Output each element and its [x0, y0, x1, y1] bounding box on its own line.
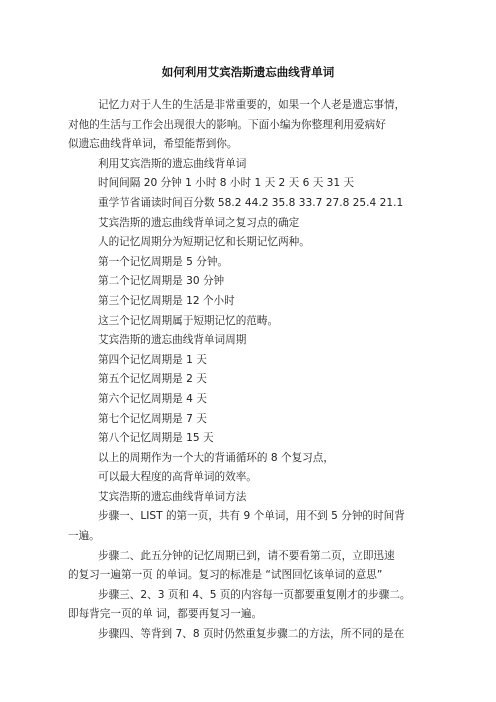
body-line: 第七个记忆周期是 7 天 — [98, 412, 207, 425]
body-line: 即每背完一页的单 词，都要再复习一遍。 — [68, 608, 263, 621]
body-line: 步骤二、此五分钟的记忆周期已到，请不要看第二页，立即迅速 — [98, 549, 395, 562]
body-line: 人的记忆周期分为短期记忆和长期记忆两种。 — [98, 236, 310, 249]
body-line: 第二个记忆周期是 30 分钟 — [98, 275, 225, 288]
body-line: 一遍。 — [68, 530, 100, 543]
body-line: 步骤四、等背到 7、8 页时仍然重复步骤二的方法，所不同的是在 — [98, 628, 405, 641]
body-line: 利用艾宾浩斯的遗忘曲线背单词 — [98, 157, 247, 170]
body-line: 第四个记忆周期是 1 天 — [98, 353, 207, 366]
body-line: 第一个记忆周期是 5 分钟。 — [98, 255, 229, 268]
body-line: 第八个记忆周期是 15 天 — [98, 432, 214, 445]
body-line: 艾宾浩斯的遗忘曲线背单词之复习点的确定 — [98, 216, 300, 229]
body-line: 重学节省诵读时间百分数 58.2 44.2 35.8 33.7 27.8 25.4 21.1 — [98, 196, 404, 209]
body-line: 这三个记忆周期属于短期记忆的范畴。 — [98, 314, 279, 327]
body-line: 对他的生活与工作会出现很大的影响。下面小编为你整理利用爱病好 — [68, 118, 386, 131]
body-line: 步骤一、LIST 的第一页，共有 9 个单词，用不到 5 分钟的时间背 — [98, 510, 405, 523]
body-line: 艾宾浩斯的遗忘曲线背单词周期 — [98, 334, 247, 347]
body-line: 以上的周期作为一个大的背诵循环的 8 个复习点， — [98, 451, 334, 464]
body-line: 第五个记忆周期是 2 天 — [98, 373, 207, 386]
body-line: 第六个记忆周期是 4 天 — [98, 392, 207, 405]
body-line: 似遗忘曲线背单词，希望能帮到你。 — [68, 138, 238, 151]
document-title: 如何利用艾宾浩斯遗忘曲线背单词 — [161, 65, 335, 79]
body-line: 时间间隔 20 分钟 1 小时 8 小时 1 天 2 天 6 天 31 天 — [98, 177, 355, 190]
body-line: 记忆力对于人生的生活是非常重要的，如果一个人老是遗忘事情， — [98, 99, 406, 111]
body-line: 的复习一遍第一页 的单词。复习的标准是 “试图回忆该单词的意思” — [68, 569, 383, 582]
body-line: 步骤三、2、3 页和 4、5 页的内容每一页都要重复刚才的步骤二。 — [98, 588, 411, 601]
body-line: 第三个记忆周期是 12 个小时 — [98, 294, 235, 307]
body-line: 艾宾浩斯的遗忘曲线背单词方法 — [98, 490, 247, 503]
document-body — [34, 96, 436, 645]
body-line: 可以最大程度的高背单词的效率。 — [98, 471, 257, 484]
